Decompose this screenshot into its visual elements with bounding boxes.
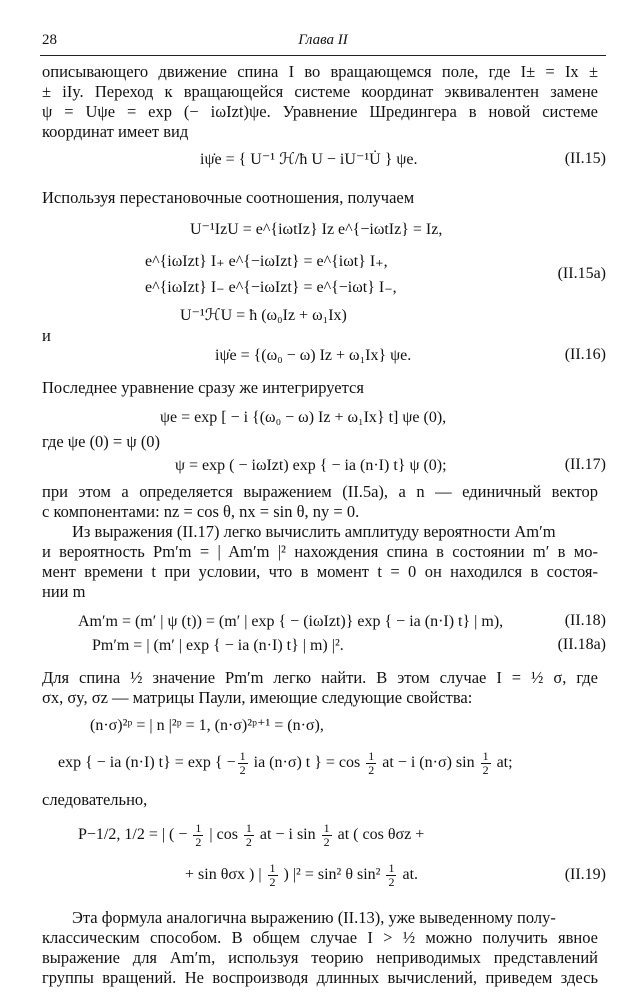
equation-17: ψ = exp ( − iωIzt) exp { − ia (n·I) t} ψ (0);	[175, 457, 447, 474]
text-line: ± iIy. Переход к вращающейся системе координат эквивалентен замене	[42, 82, 598, 101]
text-line: описывающего движение спина I во вращающемся поле, где I± = Ix ±	[42, 62, 598, 81]
fraction-half: $\frac{1}{2}$	[323, 821, 330, 849]
equation-number: (II.16)	[564, 346, 606, 363]
text-line: с компонентами: nz = cos θ, nx = sin θ, ny = 0.	[42, 502, 360, 521]
equation-number: (II.18)	[564, 612, 606, 629]
equation-16: iψ̇e = {(ω₀ − ω) Iz + ω₁Ix} ψe.	[215, 347, 412, 364]
fraction-half: $\frac{1}{2}$	[482, 749, 489, 777]
text-line: группы вращений. Не воспроизводя длинных вычислений, приведем здесь	[42, 968, 598, 987]
equation-part: exp { − ia (n·I) t} = exp {	[58, 754, 223, 772]
equation-number: (II.17)	[564, 456, 606, 473]
equation-number: (II.15)	[564, 150, 606, 167]
text-line: σx, σy, σz — матрицы Паули, имеющие следующие свойства:	[42, 688, 473, 707]
equation-19-line1: P−1/2, 1/2 = | ( − $\frac{1}{2}$ | cos $\frac{1}{2}$ at − i sin $\frac{1}{2}$ at ( cos θσz +	[78, 821, 425, 849]
text-line: мент времени t при условии, что в момент t = 0 он находился в состоя-	[42, 562, 598, 581]
equation-15a-line: U⁻¹ℋU = ħ (ω₀Iz + ω₁Ix)	[180, 307, 347, 324]
text-line: нии m	[42, 582, 86, 601]
fraction-half: $\frac{1}{2}$	[368, 749, 375, 777]
header-rule	[40, 55, 606, 56]
equation-integrated: ψe = exp [ − i {(ω₀ − ω) Iz + ω₁Ix} t] ψe (0),	[160, 409, 447, 426]
text-line: Из выражения (II.17) легко вычислить амплитуду вероятности Am′m	[72, 522, 556, 541]
text-line: Последнее уравнение сразу же интегрируется	[42, 378, 364, 397]
text-line: ψ = Uψe = exp (− iωIzt)ψe. Уравнение Шредингера в новой системе	[42, 102, 598, 121]
equation-15a-line: e^{iωIzt} I₊ e^{−iωIzt} = e^{iωt} I₊,	[145, 253, 388, 270]
text-line: и вероятность Pm′m = | Am′m |² нахождения спина в состоянии m′ в мо-	[42, 542, 598, 561]
chapter-title: Глава II	[298, 32, 348, 48]
text-line: выражение для Am′m, используя теорию неприводимых представлений	[42, 948, 598, 967]
equation-number: (II.15a)	[557, 265, 606, 282]
text-line: классическим способом. В общем случае I > ½ можно получить явное	[42, 928, 598, 947]
fraction-half: $\frac{1}{2}$	[245, 821, 252, 849]
equation-exp-expansion: exp { − ia (n·I) t} = exp { − $\frac{1}{2}$ ia (n·σ) t } = cos $\frac{1}{2}$ at − i (n·σ) sin $\frac{1}{2}$ at;	[58, 749, 513, 777]
equation-part: at;	[496, 754, 513, 772]
text-line: Для спина ½ значение Pm′m легко найти. В этом случае I = ½ σ, где	[42, 668, 598, 687]
equation-19-line2: + sin θσx ) | $\frac{1}{2}$ ) |² = sin² θ sin² $\frac{1}{2}$ at.	[185, 861, 419, 889]
text-line: координат имеет вид	[42, 122, 189, 141]
equation-pauli: (n·σ)²ᵖ = | n |²ᵖ = 1, (n·σ)²ᵖ⁺¹ = (n·σ),	[90, 717, 324, 734]
page-header	[42, 32, 604, 54]
equation-15a-line: e^{iωIzt} I₋ e^{−iωIzt} = e^{−iωt} I₋,	[145, 279, 397, 296]
text-line: Эта формула аналогична выражению (II.13), уже выведенному полу-	[72, 908, 556, 927]
equation-part: ia (n·σ) t } = cos	[253, 754, 361, 772]
page-number: 28	[42, 32, 57, 48]
equation-part: at − i (n·σ) sin	[382, 754, 475, 772]
fraction-half: $\frac{1}{2}$	[269, 861, 276, 889]
fraction-half: $\frac{1}{2}$	[239, 749, 246, 777]
fraction-half: $\frac{1}{2}$	[195, 821, 202, 849]
text-line: и	[42, 326, 51, 345]
text-line: следовательно,	[42, 790, 148, 809]
equation-15: iψ̇e = { U⁻¹ ℋ/ħ U − iU⁻¹U̇ } ψe.	[200, 151, 418, 168]
equation-number: (II.18a)	[557, 636, 606, 653]
equation-15a-line: U⁻¹IzU = e^{iωtIz} Iz e^{−iωtIz} = Iz,	[190, 221, 443, 238]
text-line: при этом a определяется выражением (II.5a), а n — единичный вектор	[42, 482, 598, 501]
fraction-half: $\frac{1}{2}$	[388, 861, 395, 889]
equation-18: Am′m = (m′ | ψ (t)) = (m′ | exp { − (iωIzt)} exp { − ia (n·I) t} | m),	[78, 613, 504, 630]
equation-number: (II.19)	[564, 866, 606, 883]
text-line: Используя перестановочные соотношения, получаем	[42, 188, 415, 207]
text-line: где ψe (0) = ψ (0)	[42, 432, 161, 451]
equation-18a: Pm′m = | (m′ | exp { − ia (n·I) t} | m) |².	[92, 637, 344, 654]
